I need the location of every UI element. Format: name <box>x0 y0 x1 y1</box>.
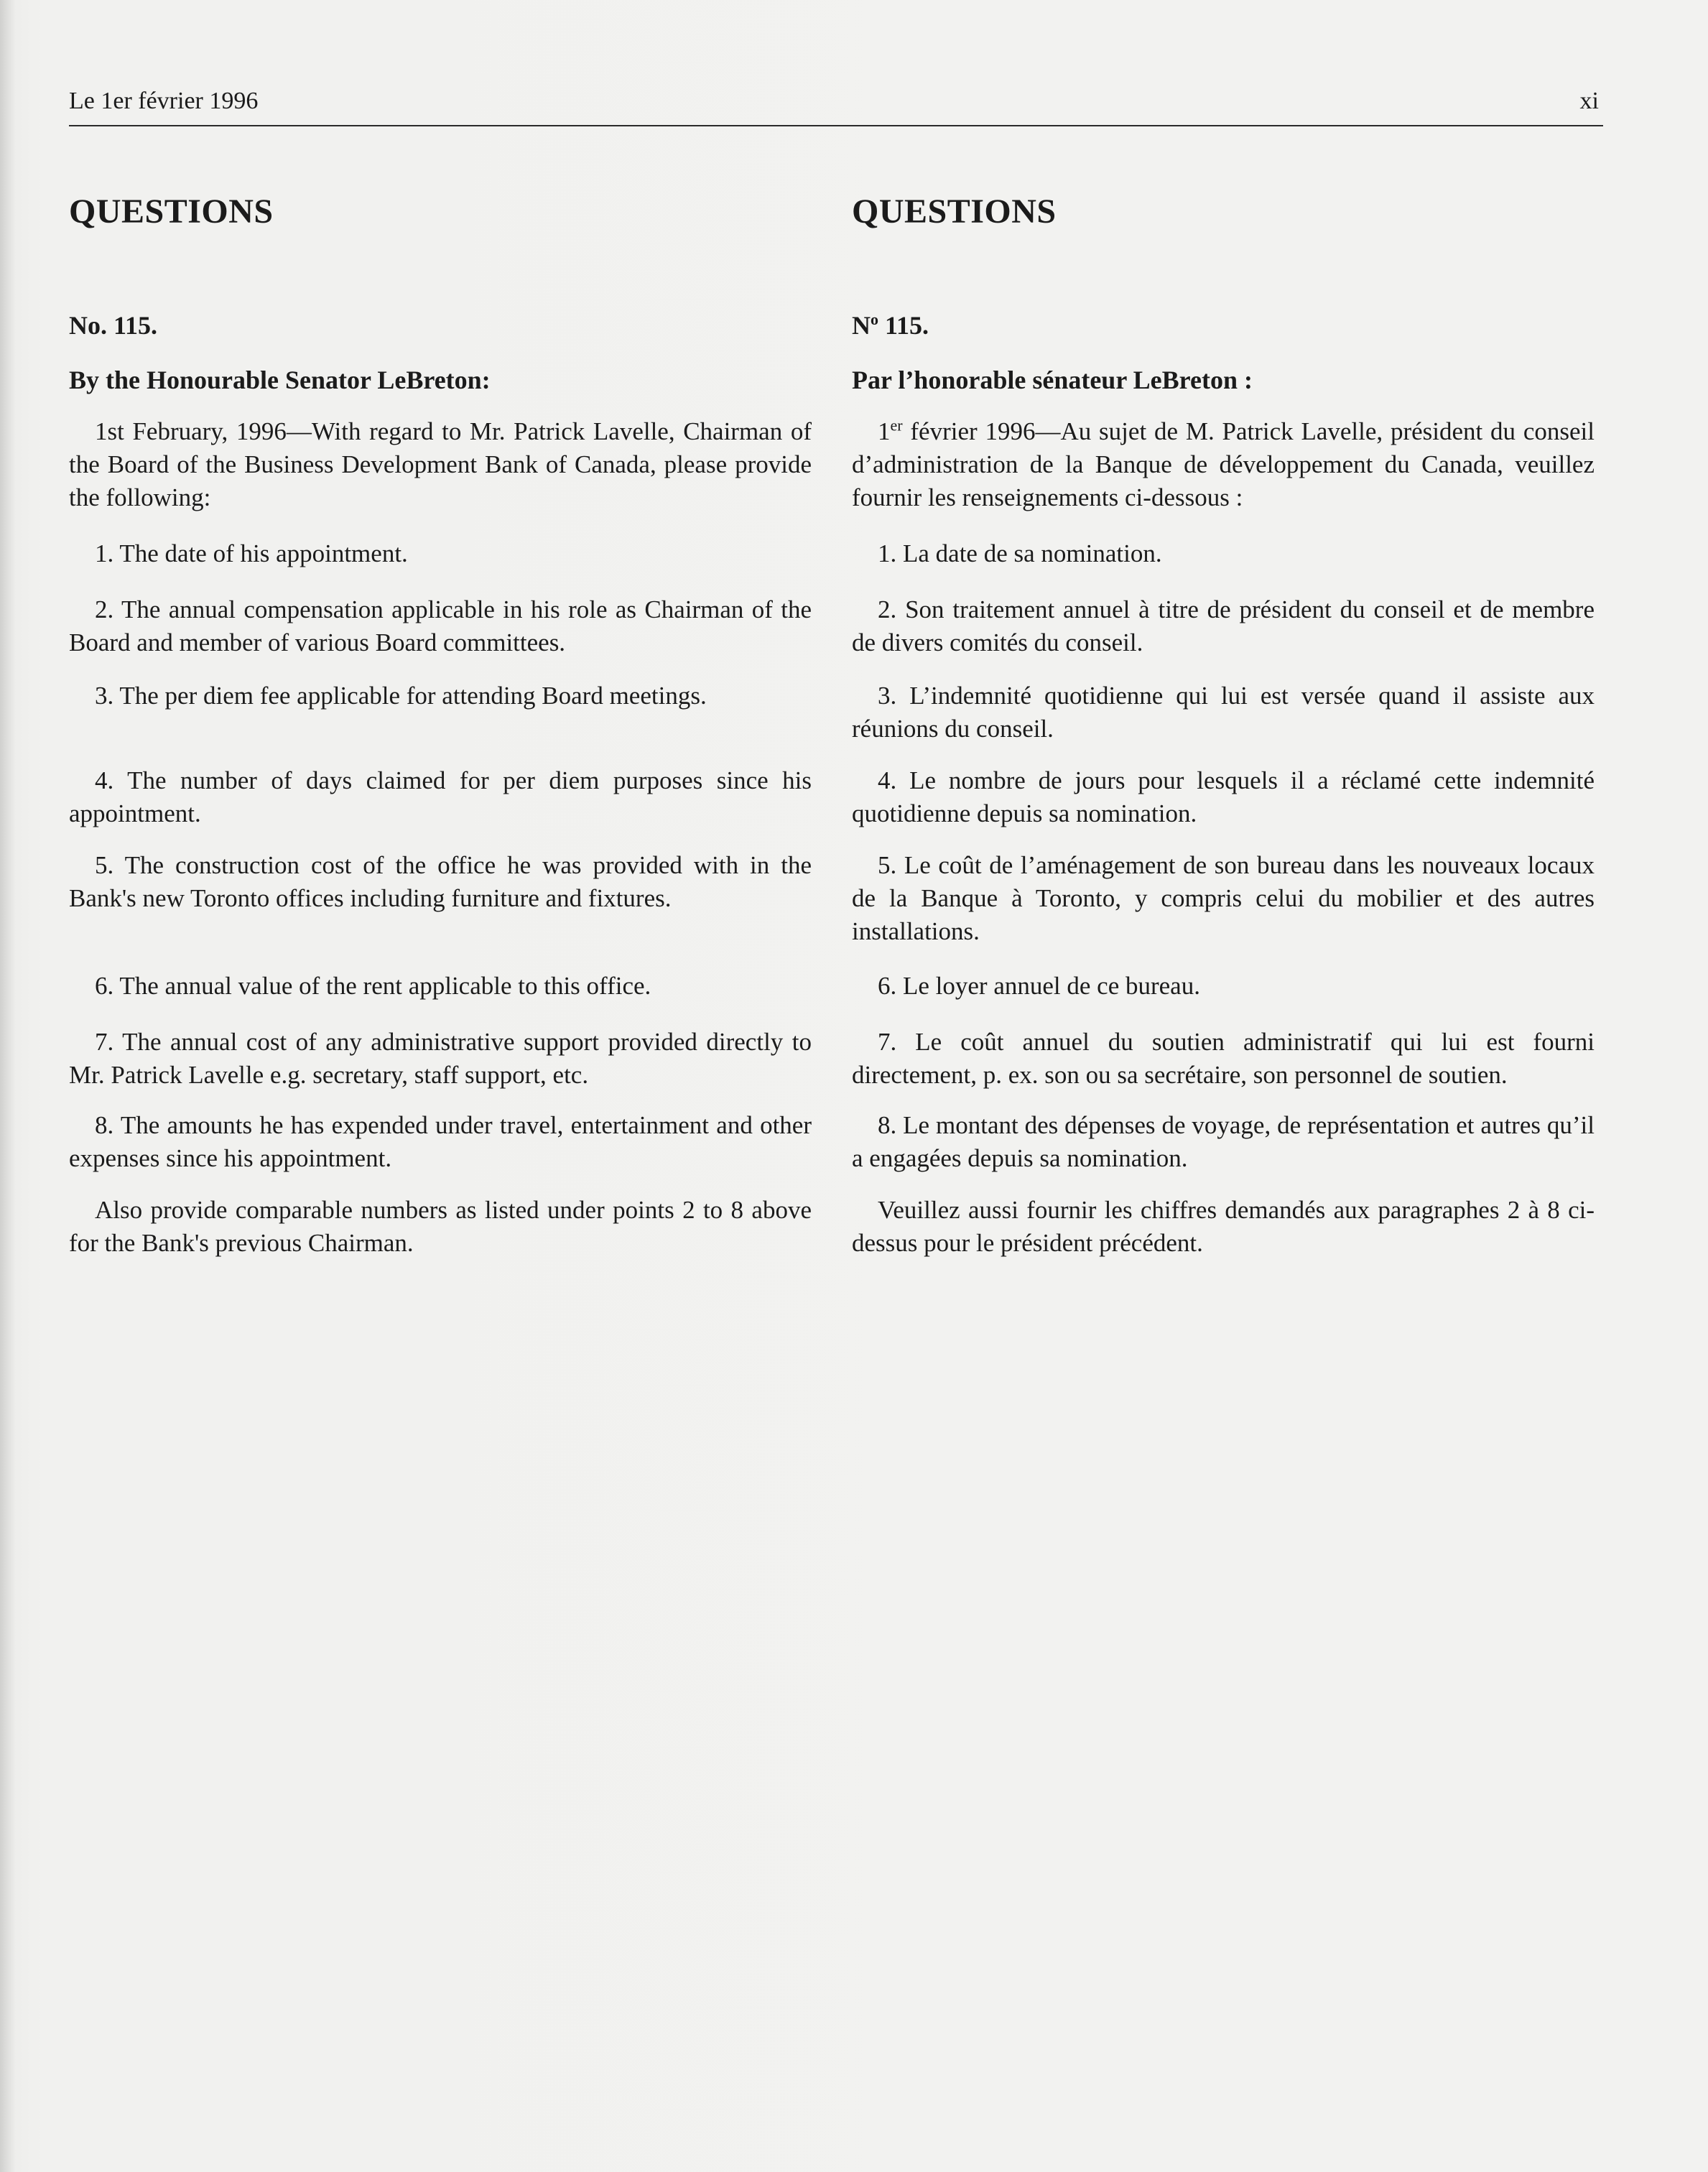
question-item-en-1: 1. The date of his appointment. <box>95 539 408 567</box>
page-header <box>69 85 1603 126</box>
question-item-en-5: 5. The construction cost of the office he was provided with in the Bank's new Toronto offices including furniture and fixtures. <box>69 851 812 912</box>
question-item-en-4: 4. The number of days claimed for per diem purposes since his appointment. <box>69 766 812 827</box>
byline-en: By the Honourable Senator LeBreton: <box>69 366 491 394</box>
header-date: Le 1er février 1996 <box>69 88 259 114</box>
section-title-en: QUESTIONS <box>69 192 274 231</box>
section-title-fr: QUESTIONS <box>852 192 1057 231</box>
question-number-fr-suffix: 115. <box>878 311 929 340</box>
question-item-en-7: 7. The annual cost of any administrative support provided directly to Mr. Patrick Lavelle e.g. secretary, staff support, etc. <box>69 1028 812 1089</box>
question-item-fr-1: 1. La date de sa nomination. <box>878 539 1162 567</box>
byline-fr: Par l’honorable sénateur LeBreton : <box>852 366 1253 394</box>
question-item-en-8: 8. The amounts he has expended under travel, entertainment and other expenses since his appointment. <box>69 1111 812 1172</box>
question-intro-en: 1st February, 1996—With regard to Mr. Patrick Lavelle, Chairman of the Board of the Business Development Bank of Canada, please provide the following: <box>69 417 812 511</box>
question-item-fr-5: 5. Le coût de l’aménagement de son bureau dans les nouveaux locaux de la Banque à Toronto, y compris celui du mobilier et des autres installations. <box>852 851 1595 945</box>
question-item-en-3: 3. The per diem fee applicable for attending Board meetings. <box>95 682 707 710</box>
question-item-fr-6: 6. Le loyer annuel de ce bureau. <box>878 972 1200 1000</box>
question-number-fr <box>852 309 929 342</box>
question-number-en: No. 115. <box>69 311 158 340</box>
question-item-fr-8: 8. Le montant des dépenses de voyage, de représentation et autres qu’il a engagées depuis sa nomination. <box>852 1111 1595 1172</box>
question-item-fr-4: 4. Le nombre de jours pour lesquels il a réclamé cette indemnité quotidienne depuis sa nomination. <box>852 766 1595 827</box>
intro-fr-sup: er <box>890 416 903 435</box>
question-item-en-2: 2. The annual compensation applicable in his role as Chairman of the Board and member of various Board committees. <box>69 595 812 656</box>
question-item-fr-2: 2. Son traitement annuel à titre de président du conseil et de membre de divers comités du conseil. <box>852 595 1595 656</box>
question-closing-fr: Veuillez aussi fournir les chiffres demandés aux paragraphes 2 à 8 ci-dessus pour le président précédent. <box>852 1196 1595 1257</box>
question-closing-en: Also provide comparable numbers as listed under points 2 to 8 above for the Bank's previous Chairman. <box>69 1196 812 1257</box>
question-intro-fr <box>852 415 1595 514</box>
question-item-en-6: 6. The annual value of the rent applicable to this office. <box>95 972 651 1000</box>
intro-fr-prefix: 1 <box>878 417 891 445</box>
question-item-fr-7: 7. Le coût annuel du soutien administratif qui lui est fourni directement, p. ex. son ou sa secrétaire, son personnel de soutien. <box>852 1028 1595 1089</box>
question-number-fr-sup: o <box>871 310 878 328</box>
intro-fr-rest: février 1996—Au sujet de M. Patrick Lavelle, président du conseil d’administration de la Banque de développement du Canada, veuillez fournir les renseignements ci-dessous : <box>852 417 1595 511</box>
question-number-fr-prefix: N <box>852 311 871 340</box>
question-item-fr-3: 3. L’indemnité quotidienne qui lui est versée quand il assiste aux réunions du conseil. <box>852 682 1595 743</box>
page-number: xi <box>1579 88 1599 114</box>
